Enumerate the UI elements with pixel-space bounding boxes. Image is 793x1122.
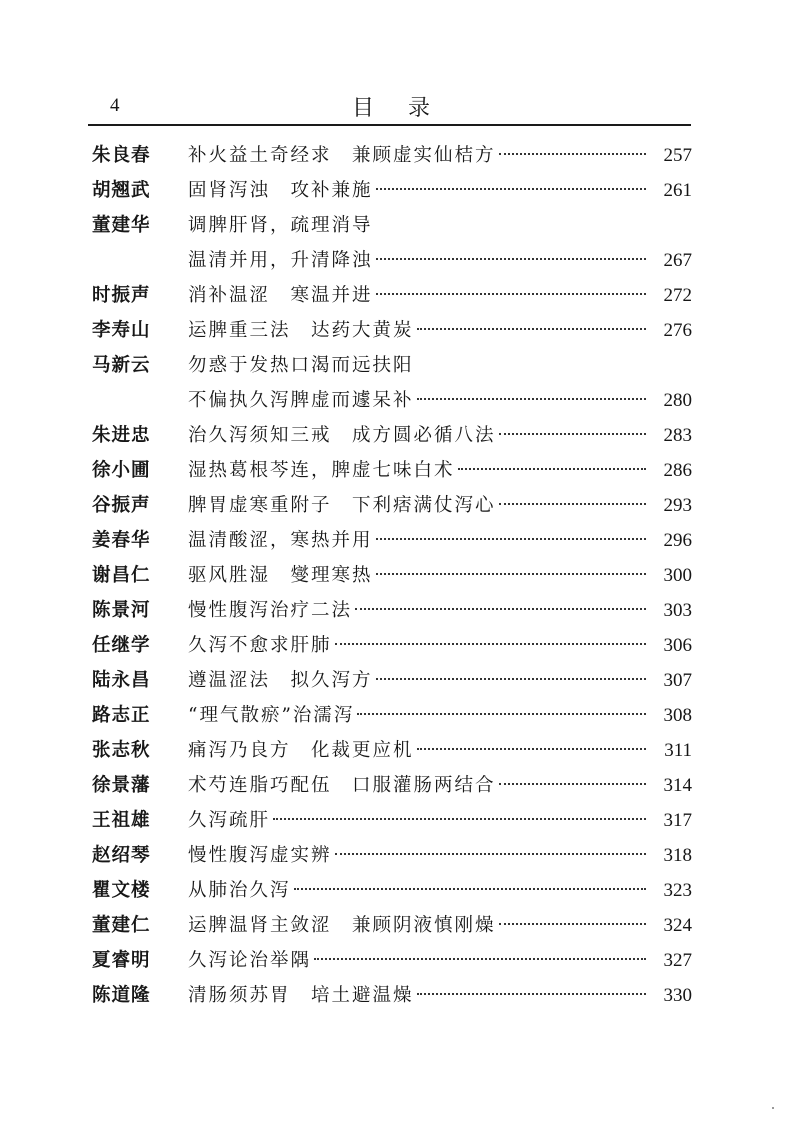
toc-line: [92, 249, 692, 273]
page-number: 4: [110, 95, 120, 116]
toc-title: 久泻论治举隅: [188, 950, 312, 971]
toc-entry: [92, 704, 692, 728]
toc-page-number: 286: [663, 460, 692, 481]
toc-author: 赵绍琴: [92, 845, 151, 866]
toc-title: 不偏执久泻脾虚而遽呆补: [188, 390, 414, 411]
toc-entry: [92, 319, 692, 343]
toc-author: 夏睿明: [92, 950, 151, 971]
toc-line: [92, 809, 692, 833]
toc-entry: [92, 284, 692, 308]
dot-leader: [417, 748, 646, 750]
toc-page-number: 314: [663, 775, 692, 796]
toc-entry: [92, 214, 692, 273]
toc-title-wrap: [188, 634, 654, 658]
toc-author: 李寿山: [92, 320, 151, 341]
toc-page-number: 323: [663, 880, 692, 901]
toc-line: [92, 879, 692, 903]
toc-title: 久泻不愈求肝肺: [188, 635, 332, 656]
toc-entry: [92, 424, 692, 448]
toc-page-number: 267: [663, 250, 692, 271]
toc-author: 董建华: [92, 215, 151, 236]
toc-line: [92, 704, 692, 728]
toc-title-wrap: [188, 844, 654, 868]
toc-entry: [92, 179, 692, 203]
toc-author: 胡翘武: [92, 180, 151, 201]
dot-leader: [417, 993, 646, 995]
toc-entry: [92, 879, 692, 903]
toc-title-wrap: [188, 459, 654, 483]
toc-author: 陈道隆: [92, 985, 151, 1006]
toc-author: 朱良春: [92, 145, 151, 166]
toc-entry: [92, 774, 692, 798]
toc-title-wrap: [188, 774, 654, 798]
dot-leader: [376, 188, 646, 190]
toc-page-number: 283: [663, 425, 692, 446]
toc-line: [92, 564, 692, 588]
toc-entry: [92, 949, 692, 973]
toc-title-wrap: [188, 704, 654, 728]
toc-line: [92, 949, 692, 973]
toc-page-number: 330: [663, 985, 692, 1006]
toc-title: 温清并用，升清降浊: [188, 250, 373, 271]
toc-line: [92, 214, 692, 238]
toc-title-wrap: [188, 179, 654, 203]
toc-author: 陈景河: [92, 600, 151, 621]
toc-page-number: 318: [663, 845, 692, 866]
dot-leader: [417, 398, 646, 400]
toc-title: 脾胃虚寒重附子 下利痞满仗泻心: [188, 495, 496, 516]
toc-author: 瞿文楼: [92, 880, 151, 901]
dot-leader: [499, 433, 646, 435]
toc-title-wrap: [188, 494, 654, 518]
toc-title: 固肾泻浊 攻补兼施: [188, 180, 373, 201]
toc-line: [92, 774, 692, 798]
page-speck: [772, 1107, 774, 1109]
toc-title: 治久泻须知三戒 成方圆必循八法: [188, 425, 496, 446]
toc-line: [92, 984, 692, 1008]
dot-leader: [376, 538, 646, 540]
dot-leader: [499, 783, 646, 785]
toc-entry: [92, 984, 692, 1008]
dot-leader: [499, 503, 646, 505]
toc-entry: [92, 459, 692, 483]
toc-line: [92, 599, 692, 623]
toc-page-number: 272: [663, 285, 692, 306]
toc-author: 路志正: [92, 705, 151, 726]
toc-line: [92, 319, 692, 343]
toc-page-number: 308: [663, 705, 692, 726]
toc-page-number: 311: [664, 740, 692, 761]
toc-title-wrap: [188, 214, 654, 238]
toc-author: 马新云: [92, 355, 151, 376]
toc-title-wrap: [188, 354, 654, 378]
toc-page-number: 257: [663, 145, 692, 166]
toc-line: [92, 529, 692, 553]
toc-title-wrap: [188, 424, 654, 448]
toc-line: [92, 739, 692, 763]
dot-leader: [335, 643, 646, 645]
toc-line: [92, 389, 692, 413]
toc-title-wrap: [188, 984, 654, 1008]
toc-title-wrap: [188, 879, 654, 903]
toc-title: 术芍连脂巧配伍 口服灌肠两结合: [188, 775, 496, 796]
toc-author: 陆永昌: [92, 670, 151, 691]
toc-title: 清肠须苏胃 培土避温燥: [188, 985, 414, 1006]
toc-entry: [92, 599, 692, 623]
toc-title: 痛泻乃良方 化裁更应机: [188, 740, 414, 761]
dot-leader: [376, 678, 646, 680]
dot-leader: [499, 923, 646, 925]
toc-title-wrap: [188, 669, 654, 693]
toc-entry: [92, 634, 692, 658]
toc-title: 久泻疏肝: [188, 810, 271, 831]
toc-line: [92, 494, 692, 518]
toc-title-wrap: [188, 249, 654, 273]
toc-entry: [92, 564, 692, 588]
toc-title: 从肺治久泻: [188, 880, 291, 901]
toc-page-number: 276: [663, 320, 692, 341]
toc-author: 董建仁: [92, 915, 151, 936]
toc-entry: [92, 809, 692, 833]
toc-entry: [92, 844, 692, 868]
toc-author: 张志秋: [92, 740, 151, 761]
toc-title: 温清酸涩，寒热并用: [188, 530, 373, 551]
toc-page-number: 303: [663, 600, 692, 621]
header-rule: [88, 124, 691, 126]
toc-title: 运脾重三法 达药大黄炭: [188, 320, 414, 341]
toc-title: 运脾温肾主敛涩 兼顾阴液慎刚燥: [188, 915, 496, 936]
toc-title: 补火益土奇经求 兼顾虚实仙桔方: [188, 145, 496, 166]
toc-line: [92, 844, 692, 868]
toc-title-wrap: [188, 529, 654, 553]
toc-page-number: 327: [663, 950, 692, 971]
toc-author: 谢昌仁: [92, 565, 151, 586]
toc-author: 徐景藩: [92, 775, 151, 796]
toc-line: [92, 354, 692, 378]
toc-title: 遵温涩法 拟久泻方: [188, 670, 373, 691]
toc-line: [92, 634, 692, 658]
toc-line: [92, 459, 692, 483]
dot-leader: [376, 258, 646, 260]
toc-author: 徐小圃: [92, 460, 151, 481]
toc-title-wrap: [188, 284, 654, 308]
toc-entry: [92, 914, 692, 938]
toc-title-wrap: [188, 599, 654, 623]
dot-leader: [294, 888, 646, 890]
toc-title-wrap: [188, 389, 654, 413]
toc-title-wrap: [188, 144, 654, 168]
toc-title: 调脾肝肾，疏理消导: [188, 215, 373, 236]
page-header: [88, 88, 691, 126]
toc-line: [92, 284, 692, 308]
toc-author: 时振声: [92, 285, 151, 306]
toc-entry: [92, 494, 692, 518]
toc-page-number: 280: [663, 390, 692, 411]
toc-title-wrap: [188, 319, 654, 343]
toc-entry: [92, 669, 692, 693]
toc-page-number: 300: [663, 565, 692, 586]
dot-leader: [376, 293, 646, 295]
toc-author: 谷振声: [92, 495, 151, 516]
toc-page-number: 296: [663, 530, 692, 551]
dot-leader: [458, 468, 646, 470]
dot-leader: [355, 608, 646, 610]
toc-author: 任继学: [92, 635, 151, 656]
table-of-contents: [92, 144, 692, 1019]
toc-entry: [92, 354, 692, 413]
toc-page-number: 324: [663, 915, 692, 936]
toc-title: 消补温涩 寒温并进: [188, 285, 373, 306]
toc-title: 慢性腹泻治疗二法: [188, 600, 353, 621]
toc-entry: [92, 144, 692, 168]
toc-entry: [92, 529, 692, 553]
toc-line: [92, 424, 692, 448]
dot-leader: [499, 153, 646, 155]
toc-line: [92, 179, 692, 203]
dot-leader: [357, 713, 646, 715]
toc-line: [92, 669, 692, 693]
dot-leader: [335, 853, 646, 855]
toc-title-wrap: [188, 739, 654, 763]
toc-author: 姜春华: [92, 530, 151, 551]
toc-page-number: 317: [663, 810, 692, 831]
toc-title: 驱风胜湿 燮理寒热: [188, 565, 373, 586]
toc-title: “理气散瘀”治濡泻: [188, 705, 355, 726]
toc-title-wrap: [188, 809, 654, 833]
toc-title: 勿惑于发热口渴而远扶阳: [188, 355, 414, 376]
dot-leader: [273, 818, 646, 820]
toc-page-number: 293: [663, 495, 692, 516]
toc-title: 湿热葛根芩连，脾虚七味白术: [188, 460, 455, 481]
toc-title-wrap: [188, 949, 654, 973]
toc-entry: [92, 739, 692, 763]
toc-title-wrap: [188, 564, 654, 588]
toc-page-number: 306: [663, 635, 692, 656]
toc-author: 朱进忠: [92, 425, 151, 446]
toc-author: 王祖雄: [92, 810, 151, 831]
toc-title-wrap: [188, 914, 654, 938]
toc-page-number: 307: [663, 670, 692, 691]
toc-line: [92, 914, 692, 938]
dot-leader: [417, 328, 646, 330]
toc-title: 慢性腹泻虚实辨: [188, 845, 332, 866]
toc-page-number: 261: [663, 180, 692, 201]
toc-line: [92, 144, 692, 168]
dot-leader: [314, 958, 646, 960]
page-title: 目录: [352, 96, 465, 121]
dot-leader: [376, 573, 646, 575]
